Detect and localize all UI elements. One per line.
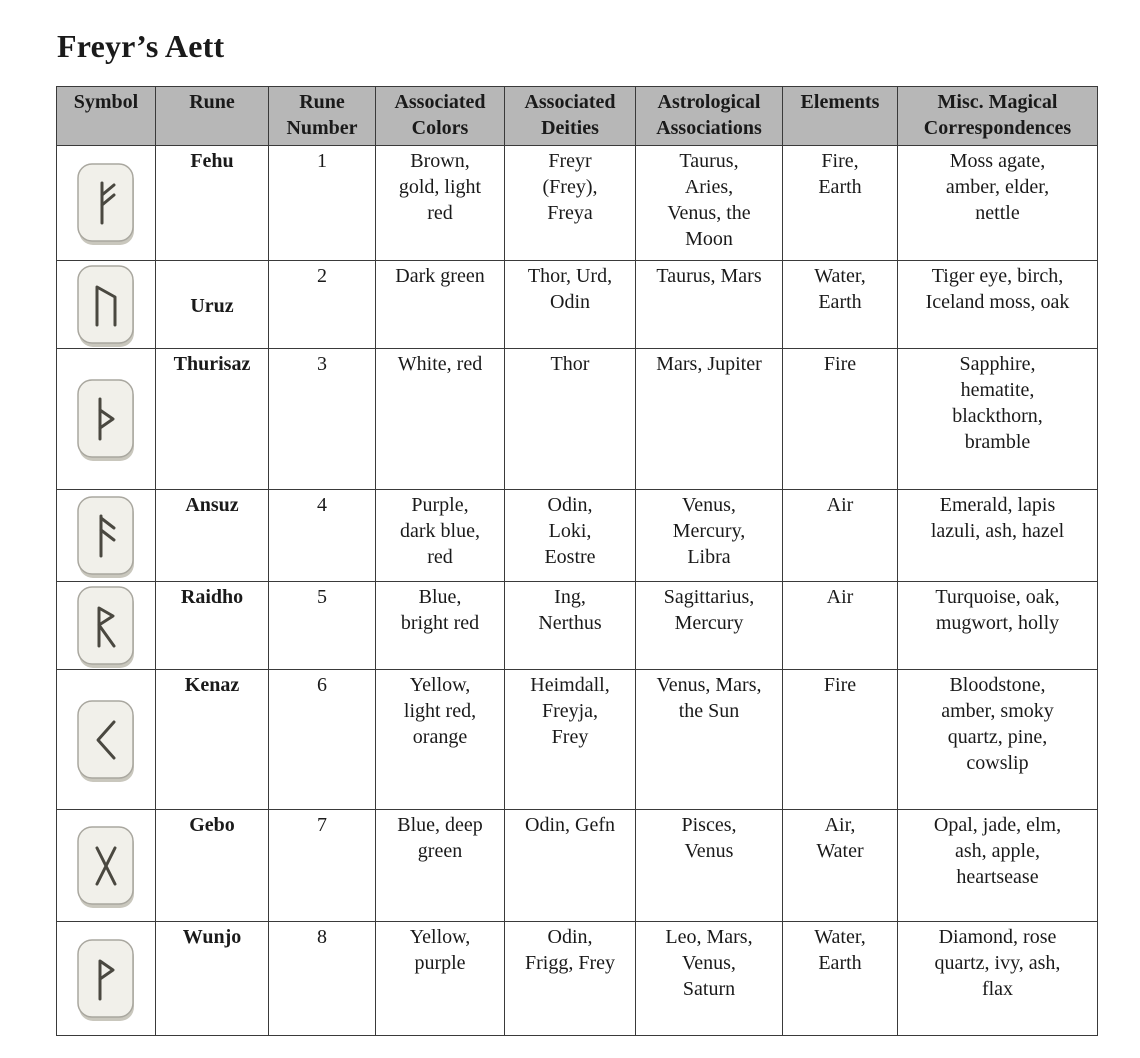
fehu-rune-icon — [74, 160, 138, 246]
symbol-cell — [57, 582, 156, 670]
colors-cell: White, red — [376, 349, 505, 490]
table-row — [57, 582, 1098, 670]
colors-cell: Purple, dark blue, red — [376, 490, 505, 582]
rune-number-cell: 5 — [269, 582, 376, 670]
symbol-cell — [57, 261, 156, 349]
header-symbol: Symbol — [57, 87, 156, 146]
rune-number-cell: 2 — [269, 261, 376, 349]
misc-cell: Emerald, lapis lazuli, ash, hazel — [898, 490, 1098, 582]
astrological-cell: Taurus, Aries, Venus, the Moon — [636, 146, 783, 261]
symbol-cell — [57, 349, 156, 490]
elements-cell: Water, Earth — [783, 922, 898, 1036]
symbol-cell — [57, 670, 156, 810]
rune-name: Raidho — [180, 586, 244, 608]
rune-name-cell — [156, 670, 269, 810]
table-row — [57, 922, 1098, 1036]
astrological-cell: Pisces, Venus — [636, 810, 783, 922]
misc-cell: Moss agate, amber, elder, nettle — [898, 146, 1098, 261]
misc-cell: Bloodstone, amber, smoky quartz, pine, cowslip — [898, 670, 1098, 810]
misc-cell: Tiger eye, birch, Iceland moss, oak — [898, 261, 1098, 349]
rune-name: Wunjo — [182, 926, 242, 948]
deities-cell: Heimdall, Freyja, Frey — [505, 670, 636, 810]
astrological-cell: Leo, Mars, Venus, Saturn — [636, 922, 783, 1036]
header-rune: Rune — [156, 87, 269, 146]
astrological-cell: Mars, Jupiter — [636, 349, 783, 490]
misc-cell: Sapphire, hematite, blackthorn, bramble — [898, 349, 1098, 490]
deities-cell: Odin, Gefn — [505, 810, 636, 922]
astrological-cell: Taurus, Mars — [636, 261, 783, 349]
header-rune-number: Rune Number — [269, 87, 376, 146]
table-row — [57, 490, 1098, 582]
elements-cell: Fire — [783, 349, 898, 490]
rune-name: Ansuz — [185, 494, 239, 516]
rune-name-cell — [156, 146, 269, 261]
table-row — [57, 810, 1098, 922]
deities-cell: Thor, Urd, Odin — [505, 261, 636, 349]
astrological-cell: Sagittarius, Mercury — [636, 582, 783, 670]
rune-name-cell — [156, 349, 269, 490]
rune-name-cell — [156, 810, 269, 922]
deities-cell: Thor — [505, 349, 636, 490]
header-row — [57, 87, 1098, 146]
header-astrological-associations: Astrological Associations — [636, 87, 783, 146]
wunjo-rune-icon — [74, 936, 138, 1022]
deities-cell: Ing, Nerthus — [505, 582, 636, 670]
elements-cell: Fire — [783, 670, 898, 810]
raidho-rune-icon — [74, 583, 138, 669]
rune-name-cell — [156, 922, 269, 1036]
rune-name-cell — [156, 582, 269, 670]
colors-cell: Brown, gold, light red — [376, 146, 505, 261]
table-row — [57, 261, 1098, 349]
symbol-cell — [57, 922, 156, 1036]
header-associated-deities: Associated Deities — [505, 87, 636, 146]
rune-number-cell: 8 — [269, 922, 376, 1036]
misc-cell: Diamond, rose quartz, ivy, ash, flax — [898, 922, 1098, 1036]
rune-number-cell: 7 — [269, 810, 376, 922]
rune-table-body — [57, 146, 1098, 1036]
header-misc-correspondences: Misc. Magical Correspondences — [898, 87, 1098, 146]
colors-cell: Yellow, purple — [376, 922, 505, 1036]
rune-name: Uruz — [190, 294, 234, 317]
rune-number-cell: 3 — [269, 349, 376, 490]
deities-cell: Odin, Frigg, Frey — [505, 922, 636, 1036]
rune-name: Kenaz — [184, 674, 240, 696]
astrological-cell: Venus, Mercury, Libra — [636, 490, 783, 582]
uruz-rune-icon — [74, 262, 138, 348]
ansuz-rune-icon — [74, 493, 138, 579]
deities-cell: Freyr (Frey), Freya — [505, 146, 636, 261]
header-associated-colors: Associated Colors — [376, 87, 505, 146]
colors-cell: Yellow, light red, orange — [376, 670, 505, 810]
rune-number-cell: 4 — [269, 490, 376, 582]
astrological-cell: Venus, Mars, the Sun — [636, 670, 783, 810]
colors-cell: Blue, deep green — [376, 810, 505, 922]
deities-cell: Odin, Loki, Eostre — [505, 490, 636, 582]
kenaz-rune-icon — [74, 697, 138, 783]
page-title: Freyr’s Aett — [57, 28, 225, 64]
colors-cell: Dark green — [376, 261, 505, 349]
rune-number-cell: 6 — [269, 670, 376, 810]
table-row — [57, 670, 1098, 810]
rune-table — [56, 86, 1098, 1036]
elements-cell: Air, Water — [783, 810, 898, 922]
rune-name: Gebo — [189, 814, 235, 836]
header-elements: Elements — [783, 87, 898, 146]
elements-cell: Air — [783, 490, 898, 582]
rune-name-cell — [156, 261, 269, 349]
thurisaz-rune-icon — [74, 376, 138, 462]
colors-cell: Blue, bright red — [376, 582, 505, 670]
misc-cell: Opal, jade, elm, ash, apple, heartsease — [898, 810, 1098, 922]
table-row — [57, 349, 1098, 490]
rune-number-cell: 1 — [269, 146, 376, 261]
table-row — [57, 146, 1098, 261]
elements-cell: Air — [783, 582, 898, 670]
misc-cell: Turquoise, oak, mugwort, holly — [898, 582, 1098, 670]
elements-cell: Water, Earth — [783, 261, 898, 349]
symbol-cell — [57, 490, 156, 582]
symbol-cell — [57, 146, 156, 261]
rune-name: Thurisaz — [173, 353, 251, 375]
rune-name-cell — [156, 490, 269, 582]
symbol-cell — [57, 810, 156, 922]
elements-cell: Fire, Earth — [783, 146, 898, 261]
rune-name: Fehu — [190, 150, 234, 172]
gebo-rune-icon — [74, 823, 138, 909]
